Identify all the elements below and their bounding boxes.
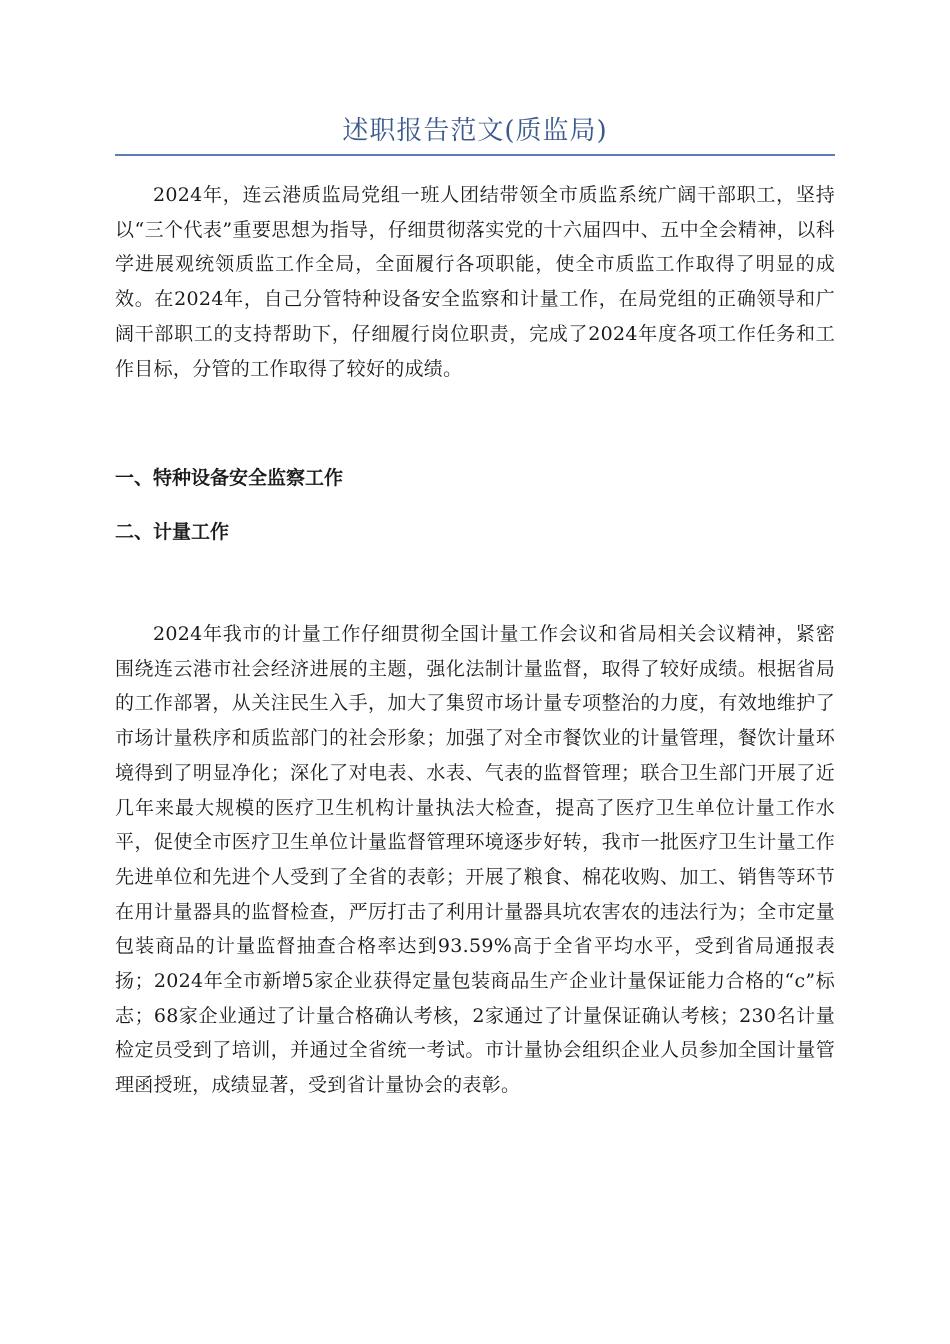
- document-title: 述职报告范文(质监局): [342, 116, 608, 146]
- title-underline: [115, 154, 835, 156]
- metrology-paragraph: 2024年我市的计量工作仔细贯彻全国计量工作会议和省局相关会议精神，紧密围绕连云港市社会经济进展的主题，强化法制计量监督，取得了较好成绩。根据省局的工作部署，从关注民生入手，加大了集贸市场计量专项整治的力度，有效地维护了市场计量秩序和质监部门的社会形象；加强了对全市餐饮业的计量管理，餐饮计量环境得到了明显净化；深化了对电表、水表、气表的监督管理；联合卫生部门开展了近几年来最大规模的医疗卫生机构计量执法大检查，提高了医疗卫生单位计量工作水平，促使全市医疗卫生单位计量监督管理环境逐步好转，我市一批医疗卫生计量工作先进单位和先进个人受到了全省的表彰；开展了粮食、棉花收购、加工、销售等环节在用计量器具的监督检查，严厉打击了利用计量器具坑农害农的违法行为；全市定量包装商品的计量监督抽查合格率达到93.59%高于全省平均水平，受到省局通报表扬；2024年全市新增5家企业获得定量包装商品生产企业计量保证能力合格的“c”标志；68家企业通过了计量合格确认考核，2家通过了计量保证确认考核；230名计量检定员受到了培训，并通过全省统一考试。市计量协会组织企业人员参加全国计量管理函授班，成绩显著，受到省计量协会的表彰。: [115, 623, 835, 1097]
- intro-paragraph: 2024年，连云港质监局党组一班人团结带领全市质监系统广阔干部职工，坚持以“三个代表”重要思想为指导，仔细贯彻落实党的十六届四中、五中全会精神，以科学进展观统领质监工作全局，全面履行各项职能，使全市质监工作取得了明显的成效。在2024年，自己分管特种设备安全监察和计量工作，在局党组的正确领导和广阔干部职工的支持帮助下，仔细履行岗位职责，完成了2024年度各项工作任务和工作目标，分管的工作取得了较好的成绩。: [115, 184, 835, 380]
- section-heading-metrology: 二、计量工作: [115, 521, 230, 543]
- section-heading-special-equipment: 一、特种设备安全监察工作: [115, 467, 344, 489]
